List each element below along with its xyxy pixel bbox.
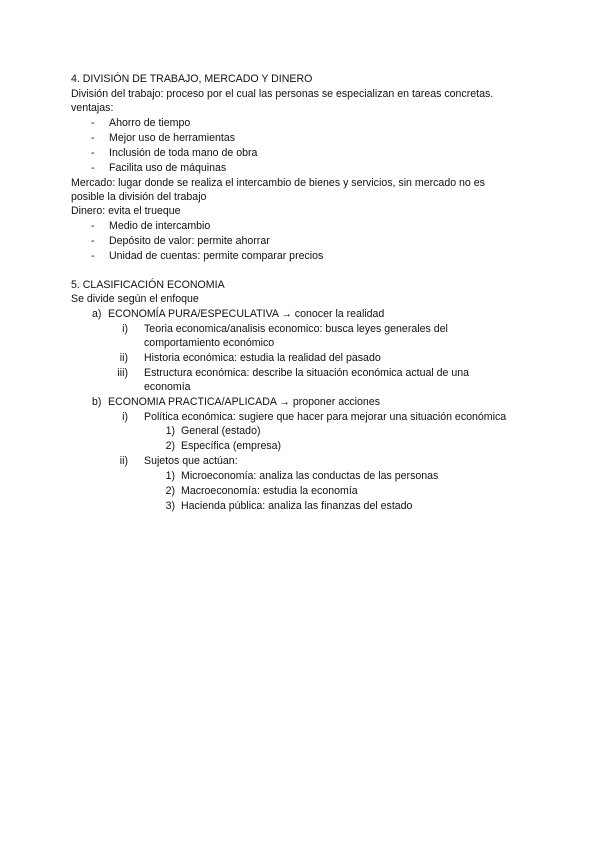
list-marker: i) [122,323,128,335]
list-item: Depósito de valor: permite ahorrar [109,235,270,247]
mercado-definition: Mercado: lugar donde se realiza el intercambio de bienes y servicios, sin mercado no es [71,177,485,189]
list-item: Unidad de cuentas: permite comparar precios [109,250,324,262]
list-item: Microeconomía: analiza las conductas de las personas [181,470,439,482]
list-bullet: - [91,250,95,262]
list-item: General (estado) [181,425,261,437]
list-item: ECONOMIA PRACTICA/APLICADA → proponer acciones [108,396,381,408]
dinero-label: Dinero: evita el trueque [71,205,181,217]
list-item: Facilita uso de máquinas [109,162,227,174]
list-item: Mejor uso de herramientas [109,132,236,144]
list-item: Sujetos que actúan: [144,455,238,467]
list-item: Macroeconomía: estudia la economía [181,485,358,497]
section-5-intro: Se divide según el enfoque [71,293,199,305]
list-marker: 1) [165,425,175,437]
list-item: Medio de intercambio [109,220,211,232]
list-marker: a) [92,308,102,320]
list-marker: b) [92,396,102,408]
division-definition: División del trabajo: proceso por el cual las personas se especializan en tareas concretas. [71,88,494,100]
list-marker: i) [122,411,128,423]
list-marker: ii) [119,352,128,364]
list-item-cont: comportamiento económico [144,337,275,349]
list-bullet: - [91,220,95,232]
list-bullet: - [91,147,95,159]
list-bullet: - [91,132,95,144]
section-4-title: 4. DIVISIÓN DE TRABAJO, MERCADO Y DINERO [71,73,313,85]
list-bullet: - [91,117,95,129]
list-item: Política económica: sugiere que hacer para mejorar una situación económica [144,411,507,423]
list-marker: 1) [165,470,175,482]
list-item: ECONOMÍA PURA/ESPECULATIVA → conocer la realidad [108,308,385,320]
list-marker: iii) [117,367,128,379]
list-item: Ahorro de tiempo [109,117,191,129]
list-marker: 2) [165,485,175,497]
section-5-title: 5. CLASIFICACIÓN ECONOMIA [71,279,225,291]
list-bullet: - [91,162,95,174]
ventajas-label: ventajas: [71,102,114,114]
list-item: Hacienda pública: analiza las finanzas del estado [181,500,413,512]
list-item-cont: economía [144,381,191,393]
list-marker: ii) [119,455,128,467]
list-item: Historia económica: estudia la realidad del pasado [144,352,381,364]
list-item: Inclusión de toda mano de obra [109,147,258,159]
list-item: Estructura económica: describe la situación económica actual de una [144,367,470,379]
mercado-definition-cont: posible la división del trabajo [71,191,207,203]
list-bullet: - [91,235,95,247]
list-item: Teoria economica/analisis economico: busca leyes generales del [144,323,448,335]
list-marker: 3) [165,500,175,512]
list-marker: 2) [165,440,175,452]
list-item: Específica (empresa) [181,440,282,452]
